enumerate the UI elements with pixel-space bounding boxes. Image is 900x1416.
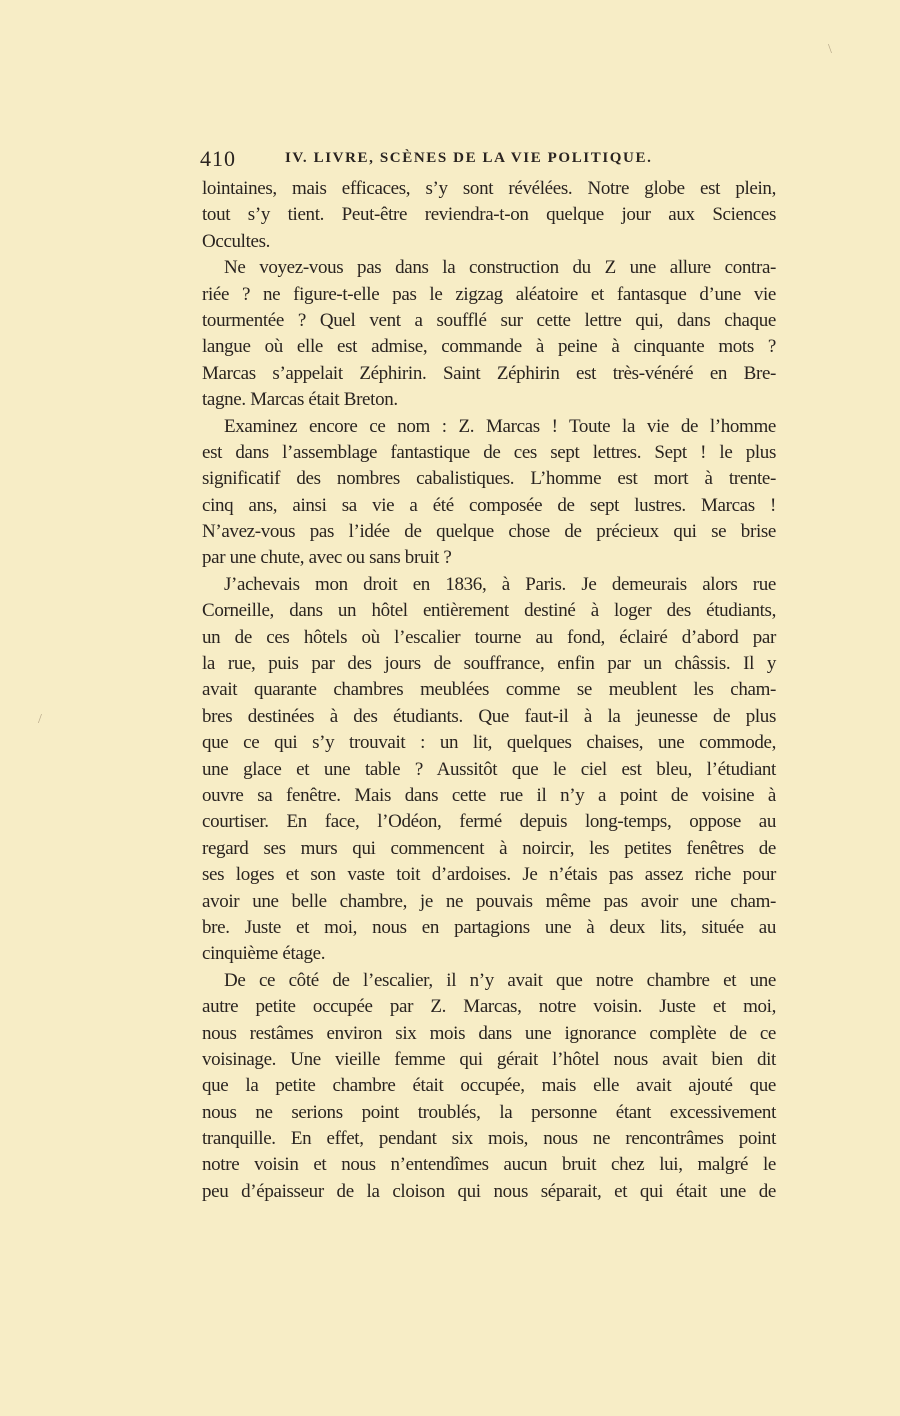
text-line: avoir une belle chambre, je ne pouvais même pas avoir une cham-: [202, 890, 776, 912]
text-line: Examinez encore ce nom : Z. Marcas ! Toute la vie de l’homme: [224, 415, 776, 437]
text-line: tourmentée ? Quel vent a soufflé sur cette lettre qui, dans chaque: [202, 309, 776, 331]
text-line: regard ses murs qui commencent à noircir, les petites fenêtres de: [202, 837, 776, 859]
text-line: De ce côté de l’escalier, il n’y avait que notre chambre et une: [224, 969, 776, 991]
text-line: autre petite occupée par Z. Marcas, notre voisin. Juste et moi,: [202, 996, 776, 1018]
text-line: nous restâmes environ six mois dans une ignorance complète de ce: [202, 1022, 776, 1044]
text-line: Marcas s’appelait Zéphirin. Saint Zéphirin est très-vénéré en Bre-: [202, 362, 776, 384]
paragraph: [202, 255, 776, 413]
text-line: riée ? ne figure-t-elle pas le zigzag aléatoire et fantasque d’une vie: [202, 283, 776, 305]
text-line: que ce qui s’y trouvait : un lit, quelques chaises, une commode,: [202, 732, 776, 754]
running-title: IV. LIVRE, SCÈNES DE LA VIE POLITIQUE.: [285, 150, 653, 166]
text-line: ses loges et son vaste toit d’ardoises. Je n’étais pas assez riche pour: [202, 864, 776, 886]
text-line: tagne. Marcas était Breton.: [202, 389, 398, 411]
text-line: bre. Juste et moi, nous en partagions une à deux lits, située au: [202, 916, 776, 938]
text-line: N’avez-vous pas l’idée de quelque chose de précieux qui se brise: [202, 521, 776, 543]
text-line: avait quarante chambres meublées comme se meublent les cham-: [202, 679, 776, 701]
text-line: que la petite chambre était occupée, mais elle avait ajouté que: [202, 1075, 776, 1097]
page-body: [202, 176, 776, 1205]
text-line: bres destinées à des étudiants. Que faut-il à la jeunesse de plus: [202, 705, 776, 727]
text-line: tout s’y tient. Peut-être reviendra-t-on quelque jour aux Sciences: [202, 204, 776, 226]
text-line: voisinage. Une vieille femme qui gérait l’hôtel nous avait bien dit: [202, 1048, 776, 1070]
text-line: J’achevais mon droit en 1836, à Paris. Je demeurais alors rue: [224, 573, 776, 595]
paragraph: [202, 176, 776, 255]
text-line: cinquième étage.: [202, 943, 326, 965]
text-line: peu d’épaisseur de la cloison qui nous séparait, et qui était une de: [202, 1180, 776, 1202]
text-line: est dans l’assemblage fantastique de ces sept lettres. Sept ! le plus: [202, 441, 776, 463]
text-line: Ne voyez-vous pas dans la construction du Z une allure contra-: [224, 257, 776, 279]
text-line: tranquille. En effet, pendant six mois, nous ne rencontrâmes point: [202, 1128, 776, 1150]
text-line: courtiser. En face, l’Odéon, fermé depuis long-temps, oppose au: [202, 811, 776, 833]
text-line: langue où elle est admise, commande à peine à cinquante mots ?: [202, 336, 776, 358]
text-line: Occultes.: [202, 230, 271, 252]
running-header: [200, 146, 700, 174]
text-line: ouvre sa fenêtre. Mais dans cette rue il n’y a point de voisine à: [202, 784, 776, 806]
scan-mark: \: [828, 42, 832, 57]
scan-mark: /: [38, 712, 42, 727]
text-line: lointaines, mais efficaces, s’y sont révélées. Notre globe est plein,: [202, 178, 776, 199]
text-line: Corneille, dans un hôtel entièrement destiné à loger des étudiants,: [202, 600, 776, 622]
paragraph: [202, 968, 776, 1206]
text-line: cinq ans, ainsi sa vie a été composée de sept lustres. Marcas !: [202, 494, 776, 516]
text-line: notre voisin et nous n’entendîmes aucun bruit chez lui, malgré le: [202, 1154, 776, 1176]
text-line: un de ces hôtels où l’escalier tourne au fond, éclairé d’abord par: [202, 626, 776, 648]
page-number: 410: [200, 146, 236, 171]
text-line: par une chute, avec ou sans bruit ?: [202, 547, 452, 569]
text-line: significatif des nombres cabalistiques. L’homme est mort à trente-: [202, 468, 776, 490]
text-line: nous ne serions point troublés, la personne étant excessivement: [202, 1101, 776, 1123]
paragraph: [202, 414, 776, 572]
text-line: la rue, puis par des jours de souffrance, enfin par un châssis. Il y: [202, 653, 776, 675]
text-line: une glace et une table ? Aussitôt que le ciel est bleu, l’étudiant: [202, 758, 776, 780]
paragraph: [202, 572, 776, 968]
